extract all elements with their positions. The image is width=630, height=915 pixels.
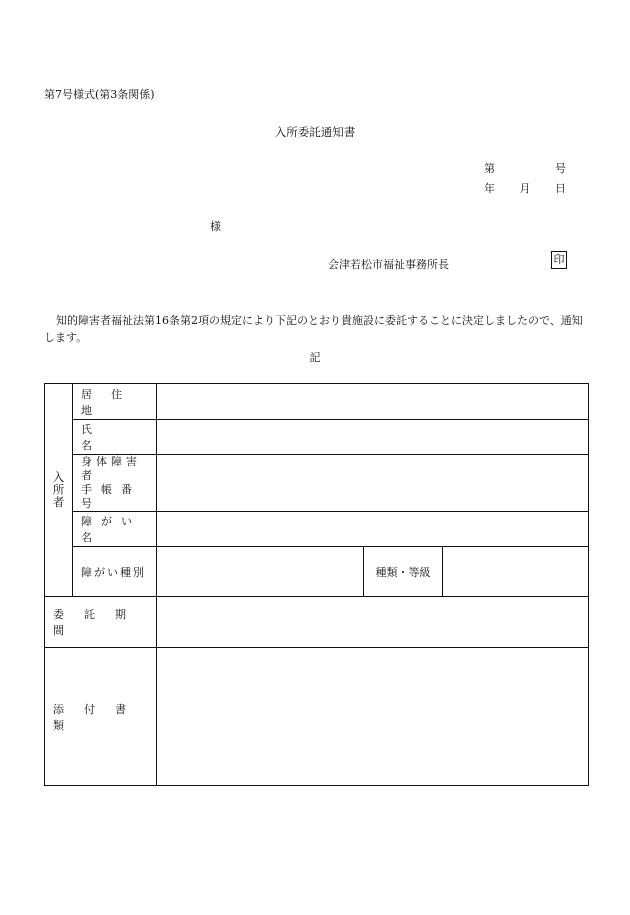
label-name xyxy=(73,420,157,455)
handbook-line2 xyxy=(73,483,156,511)
value-handbook[interactable] xyxy=(157,455,589,512)
reference-number xyxy=(484,160,566,176)
disability-type-label xyxy=(73,564,156,580)
disability-type-text: 障がい種別 xyxy=(81,565,146,579)
label-disability-name xyxy=(73,512,157,547)
residence-text: 居住地 xyxy=(81,387,141,417)
attachments-label xyxy=(45,701,156,733)
table-row xyxy=(45,384,589,420)
table-row xyxy=(45,648,589,786)
disability-name-label xyxy=(73,513,156,545)
period-label xyxy=(45,606,156,638)
period-text: 委託期間 xyxy=(53,608,146,637)
name-label xyxy=(73,421,156,453)
form-number: 第7号様式(第3条関係) xyxy=(44,88,155,101)
handbook-line1-text: 身体障害者 xyxy=(81,455,141,482)
seal-mark: 印 xyxy=(551,251,567,269)
label-disability-type xyxy=(73,547,157,597)
date-month: 月 xyxy=(519,182,531,195)
label-handbook xyxy=(73,455,157,512)
number-prefix: 第 xyxy=(484,162,495,175)
notice-body: 知的障害者福祉法第16条第2項の規定により下記のとおり貴施設に委託することに決定しましたので、通知します。 xyxy=(44,314,583,344)
entrustment-table xyxy=(44,383,589,786)
date-year: 年 xyxy=(484,182,495,195)
ki-heading: 記 xyxy=(309,351,321,364)
label-residence xyxy=(73,384,157,420)
label-attachments xyxy=(45,648,157,786)
number-suffix: 号 xyxy=(555,162,566,175)
table-row xyxy=(45,547,589,597)
date-day: 日 xyxy=(555,182,566,195)
table-row xyxy=(45,455,589,512)
resident-group-label: 入所者 xyxy=(51,471,66,509)
label-kind-grade: 種類・等級 xyxy=(364,547,443,597)
table-row xyxy=(45,420,589,455)
table-row xyxy=(45,512,589,547)
handbook-line1 xyxy=(73,455,156,483)
attachments-text: 添付書類 xyxy=(53,702,146,732)
residence-label xyxy=(73,386,156,418)
value-disability-type[interactable] xyxy=(157,547,364,597)
handbook-line2-text: 手帳番号 xyxy=(81,483,141,510)
issue-date xyxy=(484,180,566,196)
value-kind-grade[interactable] xyxy=(443,547,589,597)
value-disability-name[interactable] xyxy=(157,512,589,547)
label-period xyxy=(45,597,157,648)
table-row xyxy=(45,597,589,648)
handbook-label xyxy=(73,455,156,511)
disability-name-text: 障がい名 xyxy=(81,515,141,544)
name-text: 氏名 xyxy=(81,423,145,452)
value-name[interactable] xyxy=(157,420,589,455)
value-attachments[interactable] xyxy=(157,648,589,786)
issuer-office: 会津若松市福祉事務所長 xyxy=(328,258,449,271)
document-title: 入所委託通知書 xyxy=(274,125,356,139)
resident-group-cell xyxy=(45,384,73,597)
value-residence[interactable] xyxy=(157,384,589,420)
value-period[interactable] xyxy=(157,597,589,648)
addressee-honorific: 様 xyxy=(210,220,221,233)
